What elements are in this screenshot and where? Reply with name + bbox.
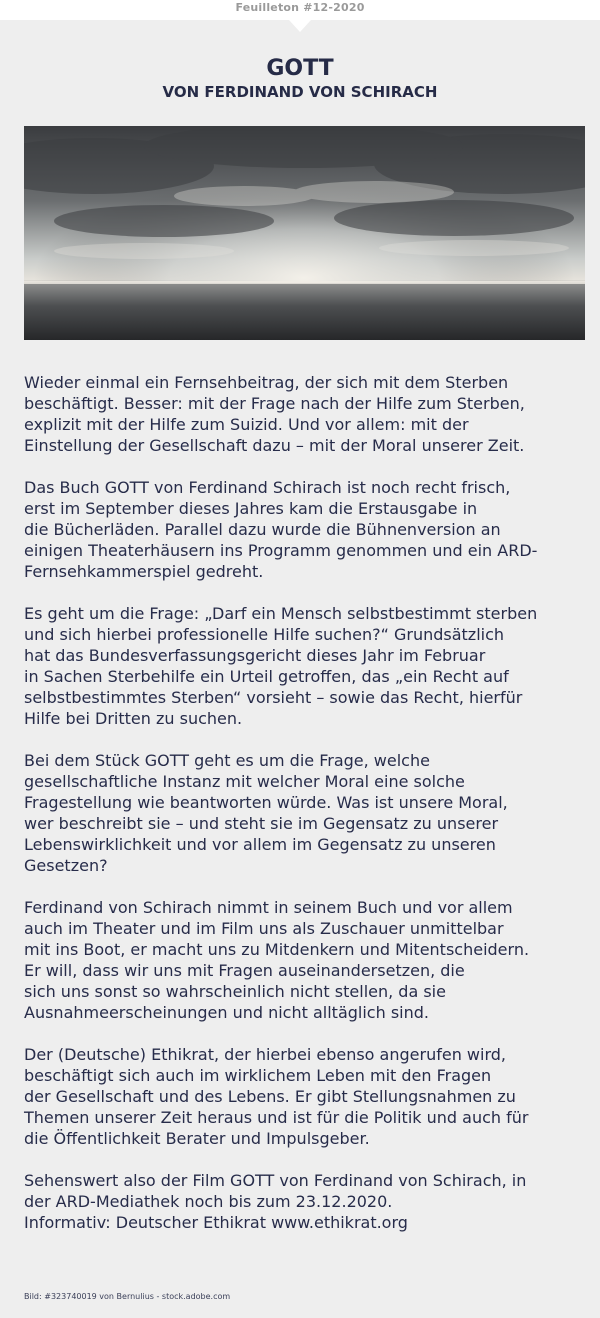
article-title: GOTT <box>266 56 334 81</box>
paragraph: Ferdinand von Schirach nimmt in seinem Buch und vor allem auch im Theater und im Film uns als Zuschauer unmittelbar mit ins Boot, er macht uns zu Mitdenkern und Mitentscheidern. Er will, dass wir uns mit Fragen auseinandersetzen, die sich uns sonst so wahrscheinlich nicht stellen, da sie Ausnahmeerscheinungen und nicht alltäglich sind. <box>24 898 530 1022</box>
article-body <box>24 372 584 1254</box>
paragraph: Sehenswert also der Film GOTT von Ferdinand von Schirach, in der ARD-Mediathek noch bis zum 23.12.2020. Informativ: Deutscher Ethikrat www.ethikrat.org <box>24 1171 527 1232</box>
paragraph: Der (Deutsche) Ethikrat, der hierbei ebenso angerufen wird, beschäftigt sich auch im wirklichem Leben mit den Fragen der Gesellschaft und des Lebens. Er gibt Stellungsnahmen zu Themen unserer Zeit heraus und ist für die Politik und auch für die Öffentlichkeit Berater und Impulsgeber. <box>24 1045 529 1148</box>
header-notch <box>289 20 311 32</box>
paragraph: Das Buch GOTT von Ferdinand Schirach ist noch recht frisch, erst im September dieses Jahres kam die Erstausgabe in die Bücherläden. Parallel dazu wurde die Bühnenversion an einigen Theaterhäusern ins Programm genommen und ein ARD- Fernsehkammerspiel gedreht. <box>24 478 538 581</box>
paragraph: Wieder einmal ein Fernsehbeitrag, der sich mit dem Sterben beschäftigt. Besser: mit der Frage nach der Hilfe zum Sterben, explizit mit der Hilfe zum Suizid. Und vor allem: mit der Einstellung der Gesellschaft dazu – mit der Moral unserer Zeit. <box>24 373 525 455</box>
image-credit: Bild: #323740019 von Bernulius - stock.adobe.com <box>24 1292 231 1301</box>
section-label: Feuilleton #12-2020 <box>0 0 600 20</box>
hero-image <box>24 126 585 340</box>
article-subtitle: VON FERDINAND VON SCHIRACH <box>162 83 438 101</box>
paragraph: Es geht um die Frage: „Darf ein Mensch selbstbestimmt sterben und sich hierbei professionelle Hilfe suchen?“ Grundsätzlich hat das Bundesverfassungsgericht dieses Jahr im Februar in Sachen Sterbehilfe ein Urteil getroffen, das „ein Recht auf selbstbestimmtes Sterben“ vorsieht – sowie das Recht, hierfür Hilfe bei Dritten zu suchen. <box>24 604 538 728</box>
paragraph: Bei dem Stück GOTT geht es um die Frage, welche gesellschaftliche Instanz mit welcher Moral eine solche Fragestellung wie beantworten würde. Was ist unsere Moral, wer beschreibt sie – und steht sie im Gegensatz zu unserer Lebenswirklichkeit und vor allem im Gegensatz zu unseren Gesetzen? <box>24 751 508 875</box>
